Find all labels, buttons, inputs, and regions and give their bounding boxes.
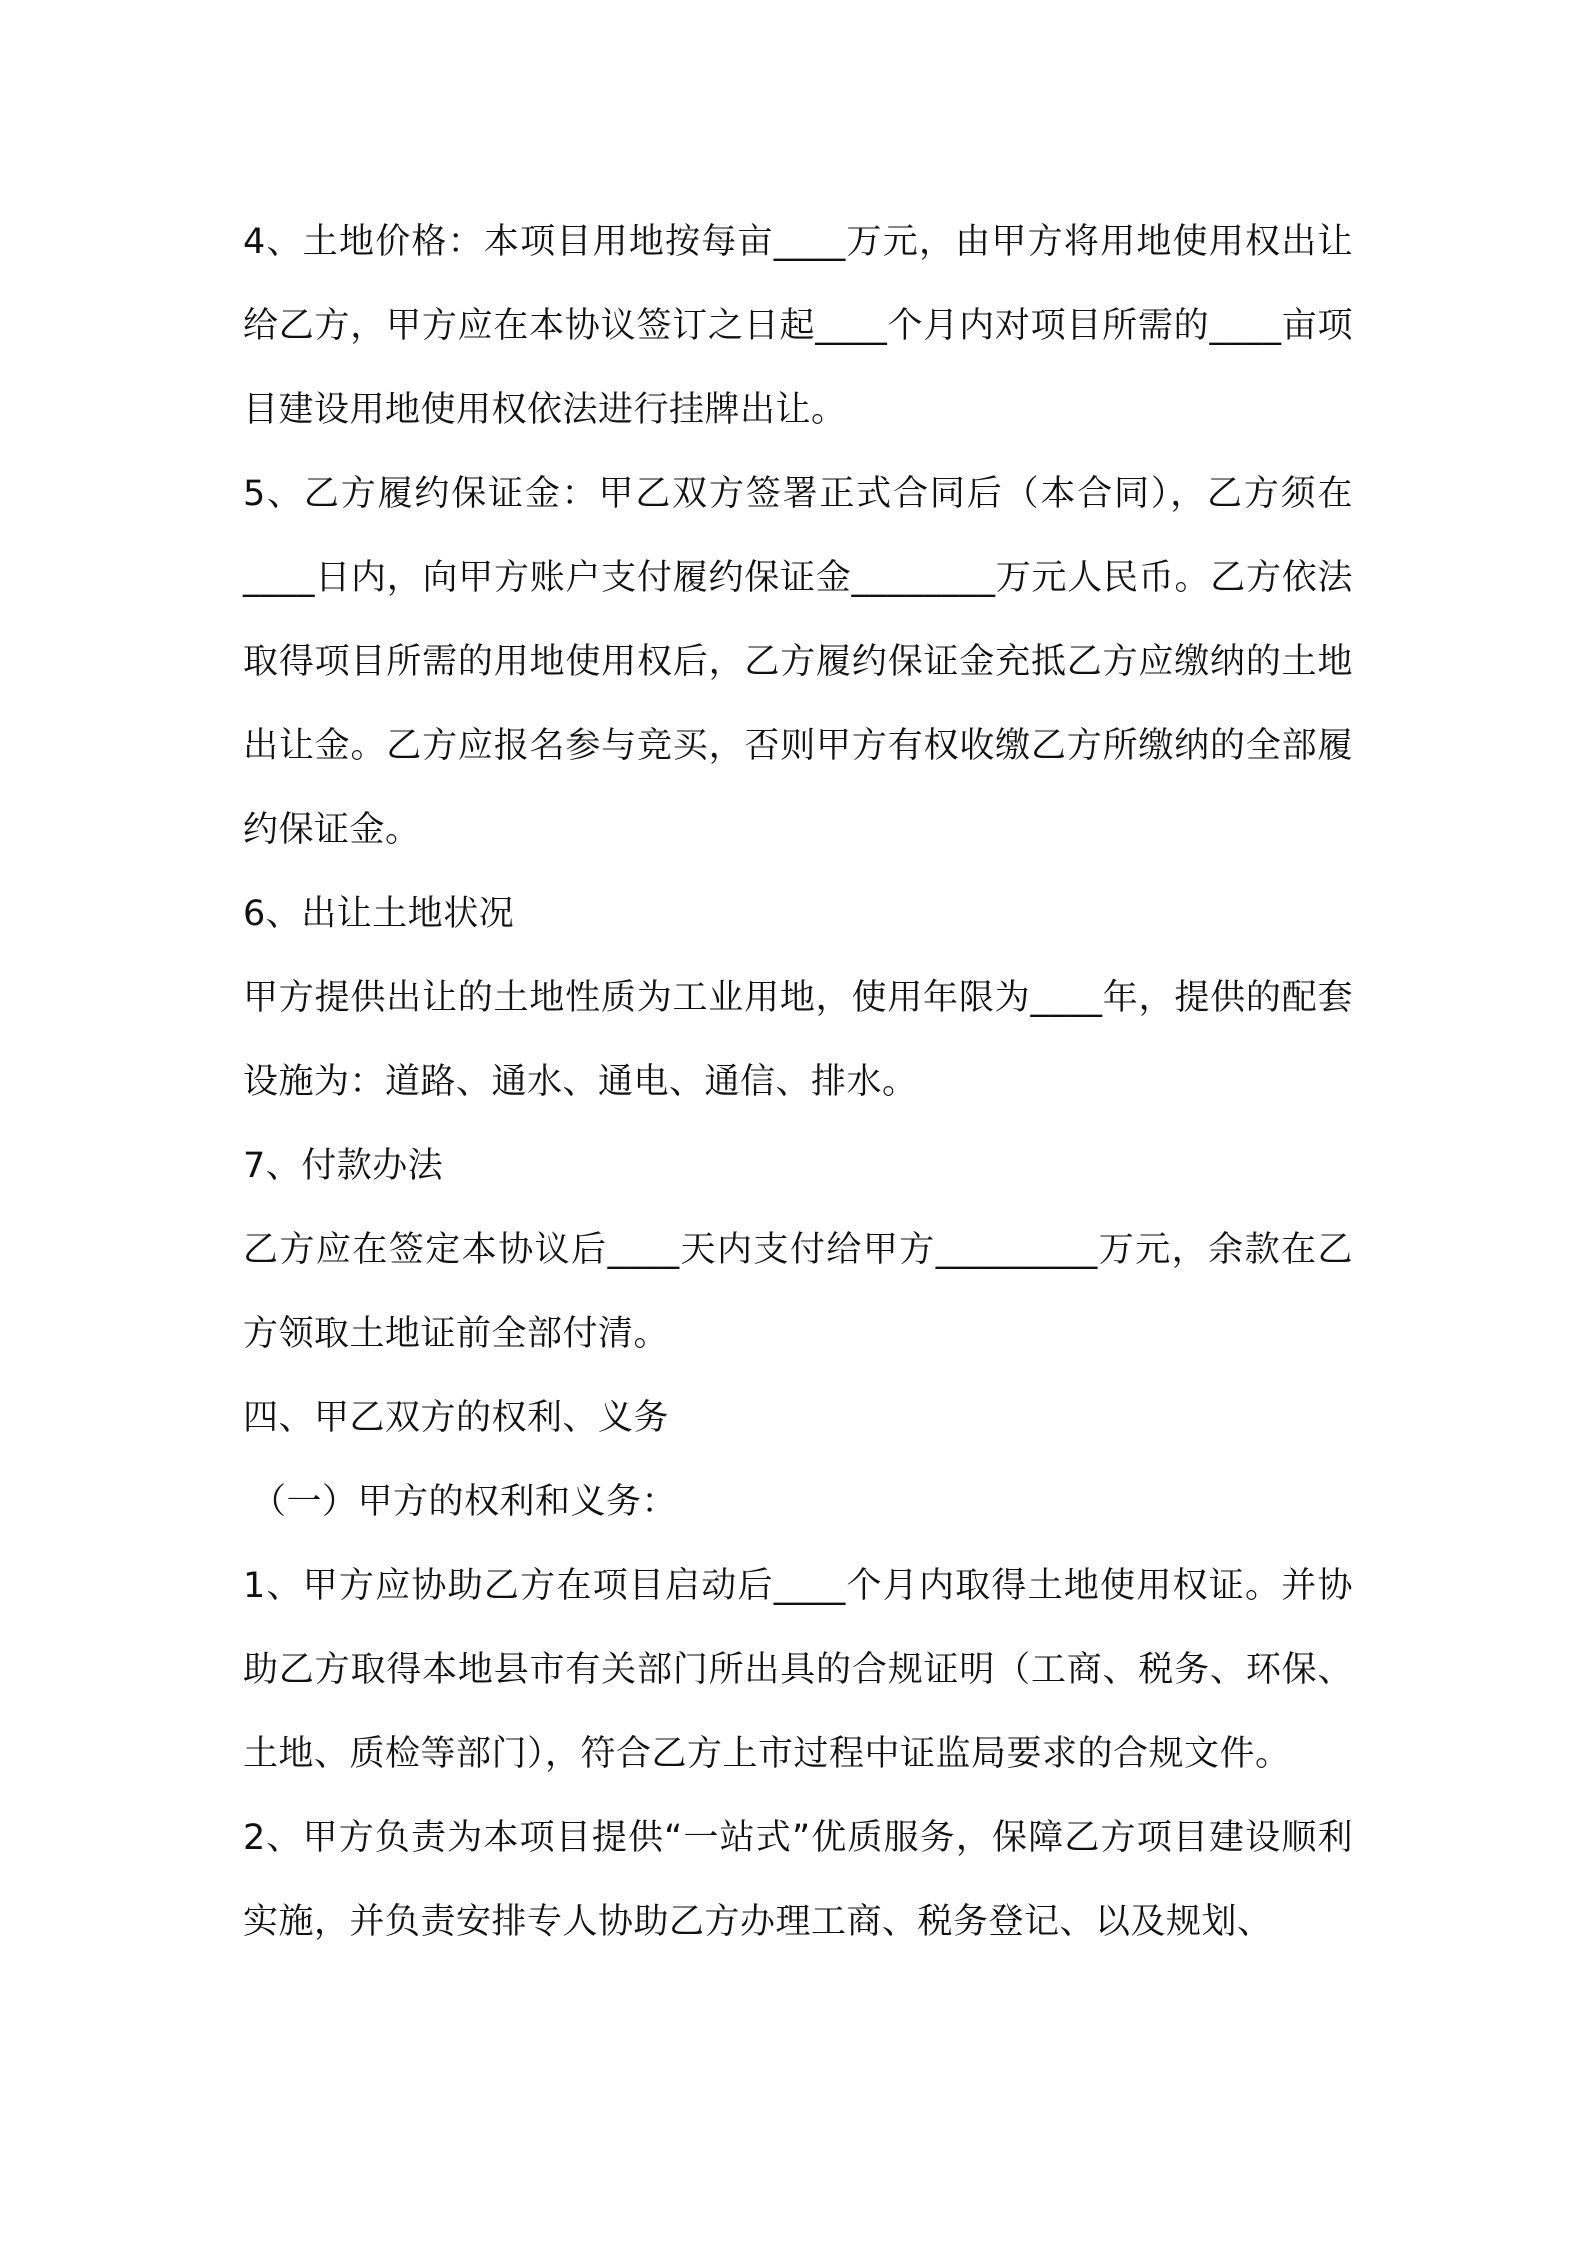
clause-7-heading: 7、付款办法 xyxy=(243,1146,444,1186)
obligation-1: 1、甲方应协助乙方在项目启动后____个月内取得土地使用权证。并协助乙方取得本地县市有关部门所出具的合规证明（工商、税务、环保、土地、质检等部门），符合乙方上市过程中证监局要求的合规文件。 xyxy=(243,1566,1353,1774)
obligation-2: 2、甲方负责为本项目提供“一站式”优质服务，保障乙方项目建设顺利实施，并负责安排专人协助乙方办理工商、税务登记、以及规划、 xyxy=(243,1818,1353,1942)
subsection-1-heading: （一）甲方的权利和义务： xyxy=(251,1482,678,1522)
clause-6-body: 甲方提供出让的土地性质为工业用地，使用年限为____年，提供的配套设施为：道路、通水、通电、通信、排水。 xyxy=(243,978,1353,1102)
clause-5-performance-deposit: 5、乙方履约保证金：甲乙双方签署正式合同后（本合同），乙方须在____日内，向甲方账户支付履约保证金________万元人民币。乙方依法取得项目所需的用地使用权后，乙方履约保证金充抵乙方应缴纳的土地出让金。乙方应报名参与竞买，否则甲方有权收缴乙方所缴纳的全部履约保证金。 xyxy=(243,474,1353,850)
clause-4-land-price: 4、土地价格：本项目用地按每亩____万元，由甲方将用地使用权出让给乙方，甲方应在本协议签订之日起____个月内对项目所需的____亩项目建设用地使用权依法进行挂牌出让。 xyxy=(243,222,1353,430)
clause-6-heading: 6、出让土地状况 xyxy=(243,894,515,934)
section-4-heading: 四、甲乙双方的权利、义务 xyxy=(243,1398,670,1438)
document-page xyxy=(243,200,1353,1964)
clause-7-body: 乙方应在签定本协议后____天内支付给甲方_________万元，余款在乙方领取土地证前全部付清。 xyxy=(243,1230,1353,1354)
